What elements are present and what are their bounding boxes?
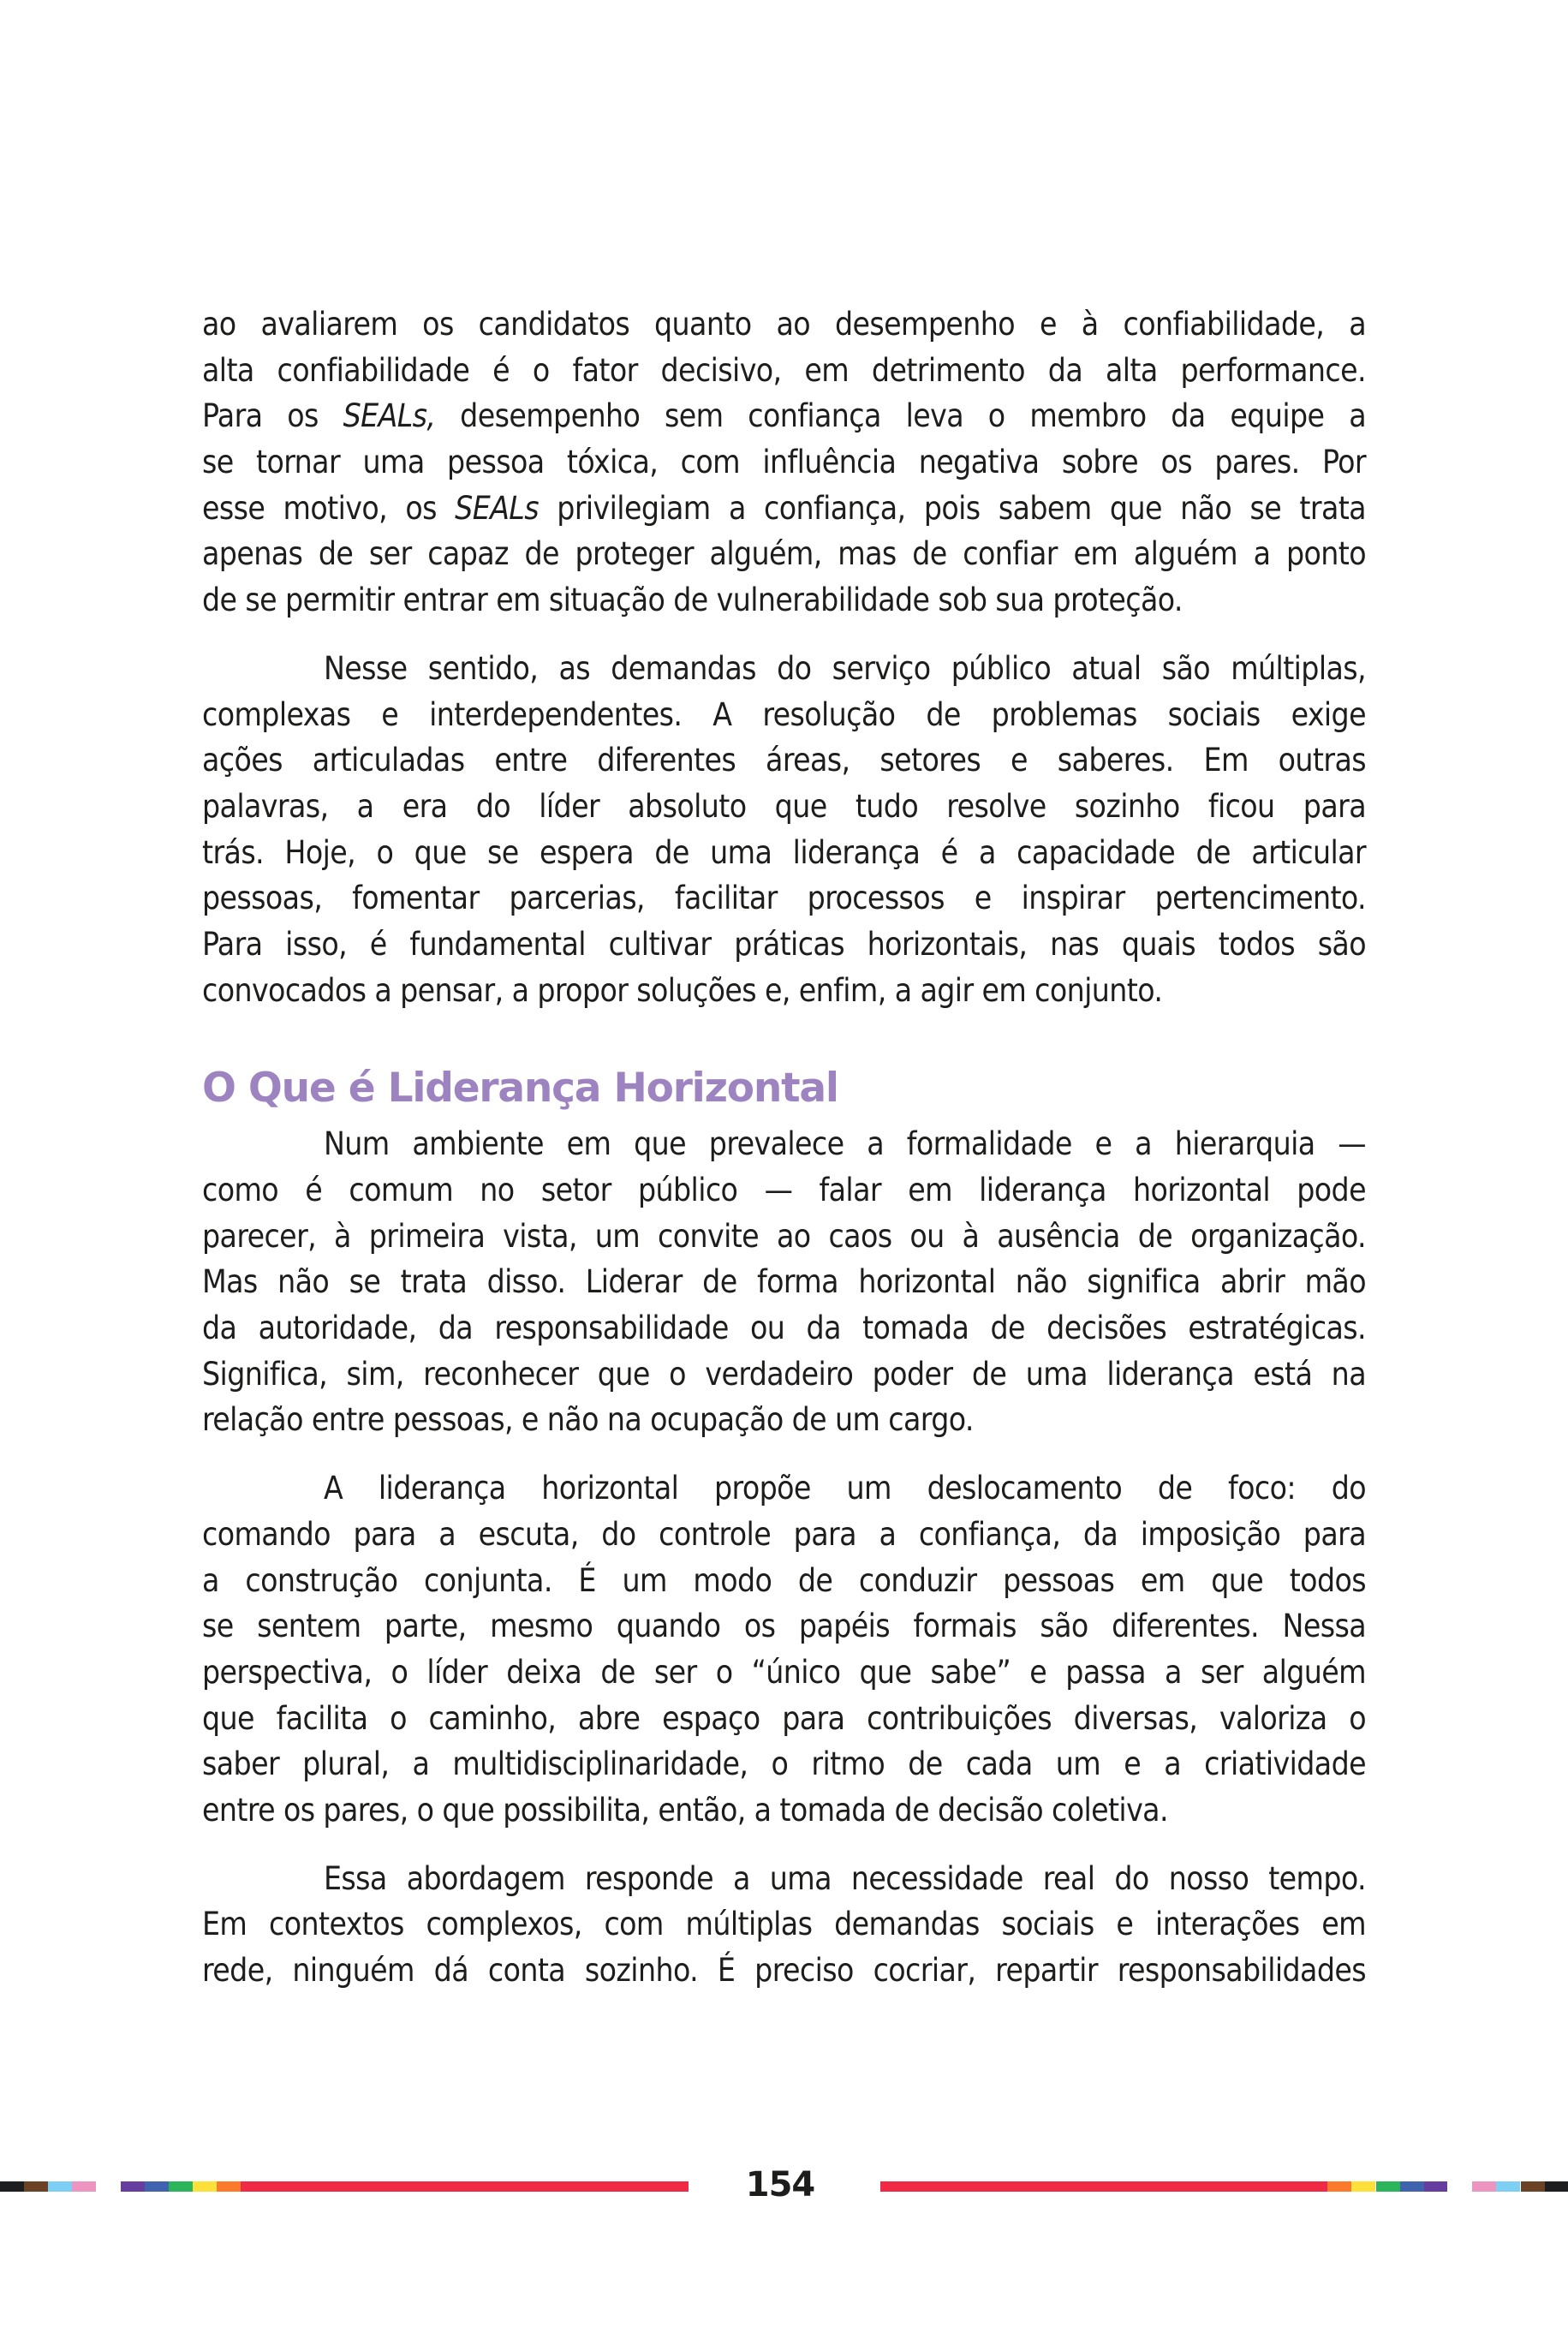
text-line: palavras, a era do líder absoluto que tudo resolve sozinho ficou para: [202, 787, 1366, 825]
color-bar-segment: [1327, 2181, 1351, 2192]
text-line: trás. Hoje, o que se espera de uma liderança é a capacidade de articular: [202, 833, 1366, 871]
text-line: Para os SEALs, desempenho sem confiança leva o membro da equipe a: [202, 397, 1366, 435]
text-line: se tornar uma pessoa tóxica, com influência negativa sobre os pares. Por: [202, 444, 1366, 481]
color-bar-segment: [1472, 2181, 1496, 2192]
paragraph: [202, 646, 1366, 1014]
color-bar-segment-red-left: [241, 2181, 689, 2192]
text-line: Nesse sentido, as demandas do serviço público atual são múltiplas,: [324, 649, 1366, 687]
color-bar-segment: [48, 2181, 72, 2192]
color-bar-segment: [1351, 2181, 1375, 2192]
text-line: saber plural, a multidisciplinaridade, o ritmo de cada um e a criatividade: [202, 1745, 1366, 1783]
color-bar-segment: [121, 2181, 145, 2192]
color-bar-segment: [217, 2181, 241, 2192]
text-line: a construção conjunta. É um modo de conduzir pessoas em que todos: [202, 1561, 1366, 1599]
paragraph: [202, 1856, 1366, 1994]
italic-term: SEALs,: [343, 397, 436, 435]
color-bar-segment-red-right: [880, 2181, 1327, 2192]
section-heading: O Que é Liderança Horizontal: [202, 1065, 838, 1113]
color-bar-segment: [145, 2181, 169, 2192]
color-bar-segment: [1496, 2181, 1520, 2192]
color-bar-segment: [1400, 2181, 1424, 2192]
text-line: da autoridade, da responsabilidade ou da tomada de decisões estratégicas.: [202, 1310, 1366, 1347]
text-line: Essa abordagem responde a uma necessidade real do nosso tempo.: [324, 1859, 1366, 1897]
paragraph: [202, 1465, 1366, 1834]
text-line: perspectiva, o líder deixa de ser o “único que sabe” e passa a ser alguém: [202, 1653, 1366, 1691]
text-line: apenas de ser capaz de proteger alguém, mas de confiar em alguém a ponto: [202, 535, 1366, 573]
text-line: Em contextos complexos, com múltiplas demandas sociais e interações em: [202, 1906, 1366, 1943]
text-line: Num ambiente em que prevalece a formalidade e a hierarquia —: [324, 1125, 1366, 1163]
text-line: se sentem parte, mesmo quando os papéis formais são diferentes. Nessa: [202, 1608, 1366, 1645]
text-line: comando para a escuta, do controle para a confiança, da imposição para: [202, 1515, 1366, 1553]
text-line: relação entre pessoas, e não na ocupação de um cargo.: [202, 1401, 974, 1439]
paragraph: [202, 301, 1366, 624]
text-line: entre os pares, o que possibilita, então, a tomada de decisão coletiva.: [202, 1791, 1168, 1829]
text-line: A liderança horizontal propõe um deslocamento de foco: do: [324, 1470, 1366, 1507]
color-bar-segment: [1376, 2181, 1400, 2192]
text-line: Para isso, é fundamental cultivar práticas horizontais, nas quais todos são: [202, 925, 1366, 963]
text-line: pessoas, fomentar parcerias, facilitar processos e inspirar pertencimento.: [202, 880, 1366, 917]
page-number: 154: [745, 2165, 815, 2205]
page-content: [202, 301, 1366, 2016]
text-line: rede, ninguém dá conta sozinho. É preciso cocriar, repartir responsabilidades: [202, 1952, 1366, 1989]
italic-term: SEALs: [455, 489, 539, 527]
color-bar-segment: [72, 2181, 96, 2192]
text-line: de se permitir entrar em situação de vulnerabilidade sob sua proteção.: [202, 582, 1183, 619]
text-line: convocados a pensar, a propor soluções e, enfim, a agir em conjunto.: [202, 971, 1163, 1009]
paragraph: [202, 1121, 1366, 1443]
color-bar-segment: [0, 2181, 24, 2192]
text-line: parecer, à primeira vista, um convite ao caos ou à ausência de organização.: [202, 1217, 1366, 1255]
intro-paragraphs: [202, 301, 1366, 1013]
text-line: ações articuladas entre diferentes áreas, setores e saberes. Em outras: [202, 742, 1366, 779]
text-line: ao avaliarem os candidatos quanto ao desempenho e à confiabilidade, a: [202, 306, 1366, 343]
text-line: alta confiabilidade é o fator decisivo, em detrimento da alta performance.: [202, 351, 1366, 389]
text-line: que facilita o caminho, abre espaço para contribuições diversas, valoriza o: [202, 1699, 1366, 1737]
color-bar-segment: [1521, 2181, 1545, 2192]
color-bar-segment: [193, 2181, 217, 2192]
section-paragraphs: [202, 1121, 1366, 1993]
text-line: complexas e interdependentes. A resolução de problemas sociais exige: [202, 695, 1366, 733]
text-line: como é comum no setor público — falar em liderança horizontal pode: [202, 1172, 1366, 1208]
color-bar-segment: [1424, 2181, 1447, 2192]
color-bar-segment: [24, 2181, 48, 2192]
text-line: Mas não se trata disso. Liderar de forma horizontal não significa abrir mão: [202, 1263, 1366, 1301]
text-line: esse motivo, os SEALs privilegiam a confiança, pois sabem que não se trata: [202, 489, 1366, 527]
color-bar-segment: [169, 2181, 193, 2192]
text-line: Significa, sim, reconhecer que o verdadeiro poder de uma liderança está na: [202, 1355, 1366, 1393]
color-bar-segment: [1545, 2181, 1568, 2192]
